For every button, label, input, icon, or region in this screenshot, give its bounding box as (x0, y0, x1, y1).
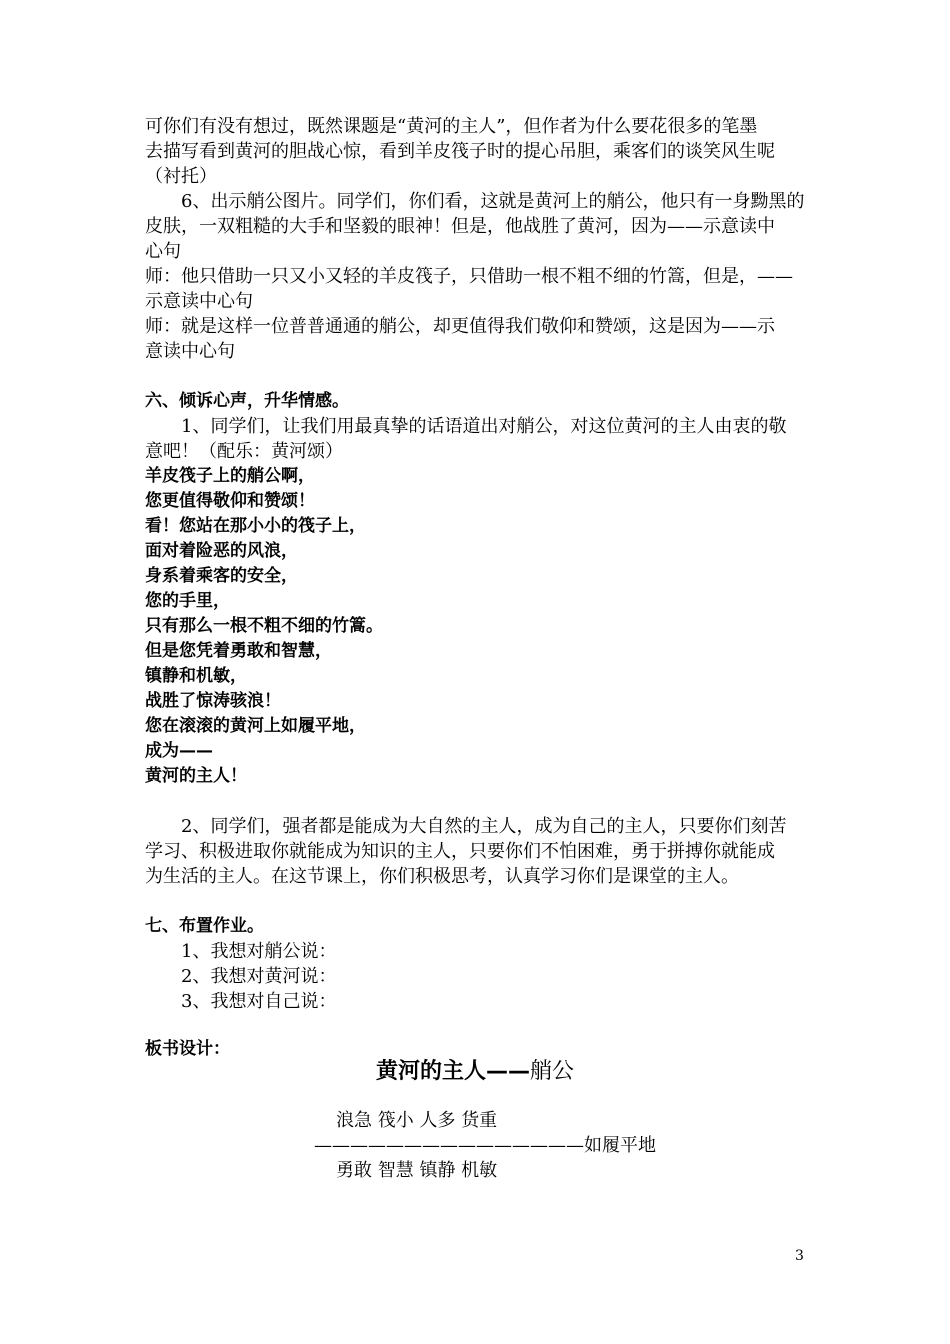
board-divider: ———————————————如履平地 (314, 1135, 656, 1156)
board-row: 勇敢 智慧 镇静 机敏 (336, 1160, 498, 1181)
text-line: 示意读中心句 (145, 291, 253, 312)
poem-line: 成为—— (145, 741, 213, 761)
section-heading: 六、倾诉心声，升华情感。 (145, 391, 349, 411)
poem-line: 面对着险恶的风浪， (145, 541, 298, 561)
text-line: 1、同学们，让我们用最真挚的话语道出对艄公，对这位黄河的主人由衷的敬 (181, 416, 787, 437)
board-title-subject: 艄公 (530, 1059, 575, 1084)
poem-line: 看！您站在那小小的筏子上， (145, 516, 366, 536)
text-line: 可你们有没有想过，既然课题是“黄河的主人”，但作者为什么要花很多的笔墨 (145, 116, 758, 137)
text-line: 心句 (145, 241, 181, 262)
poem-line: 只有那么一根不粗不细的竹篙。 (145, 616, 383, 636)
homework-item: 1、我想对艄公说： (181, 941, 337, 962)
homework-item: 3、我想对自己说： (181, 991, 337, 1012)
board-title (0, 1057, 950, 1087)
poem-line: 黄河的主人！ (145, 766, 247, 786)
section-heading: 七、布置作业。 (145, 916, 264, 936)
text-line: 为生活的主人。在这节课上，你们积极思考，认真学习你们是课堂的主人。 (145, 866, 739, 887)
poem-line: 羊皮筏子上的艄公啊， (145, 466, 315, 486)
poem-line: 身系着乘客的安全， (145, 566, 298, 586)
text-line: 师：就是这样一位普普通通的艄公，却更值得我们敬仰和赞颂，这是因为——示 (145, 316, 775, 337)
text-line: 皮肤，一双粗糙的大手和坚毅的眼神！但是，他战胜了黄河，因为——示意读中 (145, 216, 775, 237)
poem-line: 您更值得敬仰和赞颂！ (145, 491, 315, 511)
text-line: 学习、积极进取你就能成为知识的主人，只要你们不怕困难，勇于拼搏你就能成 (145, 841, 775, 862)
page-number: 3 (795, 1248, 804, 1264)
poem-line: 但是您凭着勇敢和智慧， (145, 641, 332, 661)
text-line: 意读中心句 (145, 341, 235, 362)
text-line: （衬托） (145, 166, 217, 187)
poem-line: 战胜了惊涛骇浪！ (145, 691, 281, 711)
text-line: 6、出示艄公图片。同学们，你们看，这就是黄河上的艄公，他只有一身黝黑的 (181, 191, 805, 212)
text-line: 2、同学们，强者都是能成为大自然的主人，成为自己的主人，只要你们刻苦 (181, 816, 787, 837)
poem-line: 镇静和机敏， (145, 666, 247, 686)
text-line: 去描写看到黄河的胆战心惊，看到羊皮筏子时的提心吊胆，乘客们的谈笑风生呢 (145, 141, 775, 162)
board-heading: 板书设计： (145, 1039, 230, 1059)
board-title-main: 黄河的主人—— (375, 1059, 530, 1084)
poem-line: 您的手里， (145, 591, 230, 611)
text-line: 师：他只借助一只又小又轻的羊皮筏子，只借助一根不粗不细的竹篙，但是，—— (145, 266, 793, 287)
text-line: 意吧！（配乐：黄河颂） (145, 441, 343, 462)
board-row: 浪急 筏小 人多 货重 (336, 1110, 498, 1131)
homework-item: 2、我想对黄河说： (181, 966, 337, 987)
poem-line: 您在滚滚的黄河上如履平地， (145, 716, 366, 736)
